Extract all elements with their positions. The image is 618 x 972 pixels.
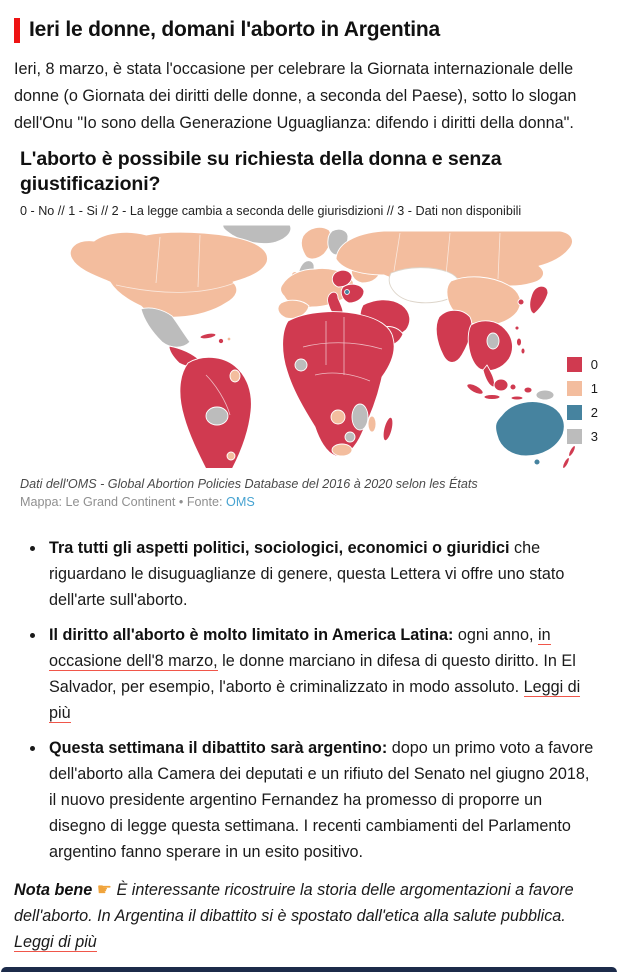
page-header	[14, 16, 604, 43]
region-borneo	[494, 379, 508, 391]
region-madagascar	[381, 416, 395, 441]
map-legend	[567, 357, 598, 444]
region-bolivia	[206, 407, 228, 425]
world-choropleth-map	[20, 225, 600, 468]
world-map-svg	[20, 225, 600, 468]
region-new-zealand-north	[567, 445, 576, 457]
region-maluku	[524, 387, 532, 393]
bullet-bold-text: Il diritto all'aborto è molto limitato in America Latina:	[49, 626, 454, 644]
region-africa	[283, 312, 395, 457]
legend-row	[567, 381, 598, 396]
region-philippines-south	[521, 348, 525, 354]
map-credit	[20, 495, 610, 509]
list-item	[46, 735, 601, 865]
chart-block	[20, 147, 610, 509]
legend-label-0: 0	[590, 357, 598, 372]
map-credit-text: Mappa: Le Grand Continent • Fonte:	[20, 495, 227, 509]
title-accent-bar	[14, 18, 20, 43]
bullet-text: che riguardano le disuguaglianze di genere, questa Lettera vi offre uno stato dell'arte sull'aborto.	[49, 539, 565, 609]
region-botswana	[345, 432, 355, 442]
region-cuba	[200, 332, 217, 340]
link-leggi-di-piu-nota[interactable]: Leggi di più	[14, 933, 97, 951]
region-sulawesi	[510, 384, 516, 390]
next-section-card-top	[1, 967, 617, 972]
region-puerto-rico	[227, 337, 231, 341]
region-taiwan	[515, 326, 519, 330]
region-india	[436, 310, 472, 362]
legend-swatch-2	[567, 405, 582, 420]
region-uruguay	[227, 452, 235, 460]
region-australia	[496, 402, 565, 456]
chart-subtitle: 0 - No // 1 - Si // 2 - La legge cambia a seconda delle giurisdizioni // 3 - Dati non disponibili	[20, 204, 522, 218]
link-8-marzo[interactable]: in occasione dell'8 marzo,	[49, 626, 551, 670]
region-tasmania	[534, 459, 540, 465]
bullet-bold-text: Questa settimana il dibattito sarà argentino:	[49, 739, 388, 757]
region-west-africa-nodata	[295, 359, 307, 371]
region-new-zealand-south	[561, 457, 570, 468]
link-leggi-di-piu[interactable]: Leggi di più	[49, 678, 581, 722]
legend-swatch-1	[567, 381, 582, 396]
legend-row	[567, 405, 598, 420]
region-bosnia	[345, 290, 350, 295]
legend-label-3: 3	[590, 429, 598, 444]
source-link-oms[interactable]: OMS	[226, 495, 255, 509]
legend-label-1: 1	[590, 381, 598, 396]
region-east-africa-nodata	[352, 404, 368, 430]
region-north-america	[70, 232, 267, 317]
region-japan	[530, 286, 548, 314]
bullet-bold-text: Tra tutti gli aspetti politici, sociologici, economici o giuridici	[49, 539, 510, 557]
region-angola	[331, 410, 345, 424]
map-caption: Dati dell'OMS - Global Abortion Policies Database del 2016 à 2020 selon les États	[20, 477, 478, 491]
region-mozambique	[368, 416, 376, 432]
nota-bene-paragraph	[14, 877, 574, 955]
legend-row	[567, 357, 598, 372]
region-korea	[518, 299, 524, 305]
bullet-text: ogni anno,	[453, 626, 538, 644]
chart-title: L'aborto è possibile su richiesta della donna e senza giustificazioni?	[20, 148, 502, 195]
list-item	[46, 622, 601, 726]
legend-swatch-0	[567, 357, 582, 372]
list-item	[46, 535, 601, 613]
region-sumatra	[465, 382, 484, 397]
region-south-africa	[332, 444, 352, 456]
region-java	[484, 395, 500, 400]
legend-swatch-3	[567, 429, 582, 444]
region-philippines	[517, 338, 522, 346]
region-guyana	[230, 370, 240, 382]
bullet-list	[0, 535, 602, 865]
legend-label-2: 2	[590, 405, 598, 420]
region-new-guinea	[536, 390, 554, 400]
page-title: Ieri le donne, domani l'aborto in Argentina	[29, 18, 440, 41]
region-lesser-sunda	[511, 396, 523, 400]
region-balkans	[341, 284, 364, 303]
bullet-text: dopo un primo voto a favore dell'aborto alla Camera dei deputati e un rifiuto del Senato nel giugno 2018, il nuovo presidente argentino Fernandez ha promesso di proporre un disegno di legge questa settimana. I recenti cambiamenti del Parlamento argentino fanno sperare in un esito positivo.	[49, 739, 594, 861]
bullet-text: le donne marciano in difesa di questo diritto. In El Salvador, per esempio, l'aborto è criminalizzato in modo assoluto.	[49, 652, 576, 696]
nota-text: È interessante ricostruire la storia delle argomentazioni a favore dell'aborto. In Argentina il dibattito si è spostato dall'etica alla salute pubblica.	[14, 881, 574, 925]
legend-row	[567, 429, 598, 444]
pointing-right-icon: ☛	[96, 880, 113, 899]
intro-paragraph: Ieri, 8 marzo, è stata l'occasione per celebrare la Giornata internazionale delle donne (o Giornata dei diritti delle donne, a seconda del Paese), sotto lo slogan dell'Onu "Io sono della Generazione Uguaglianza: difendo i diritti della donna".	[14, 60, 577, 132]
region-hispaniola	[218, 338, 223, 343]
region-indochina-nodata	[487, 333, 499, 349]
nota-bene-label: Nota bene	[14, 881, 93, 899]
region-scandinavia	[301, 227, 331, 259]
